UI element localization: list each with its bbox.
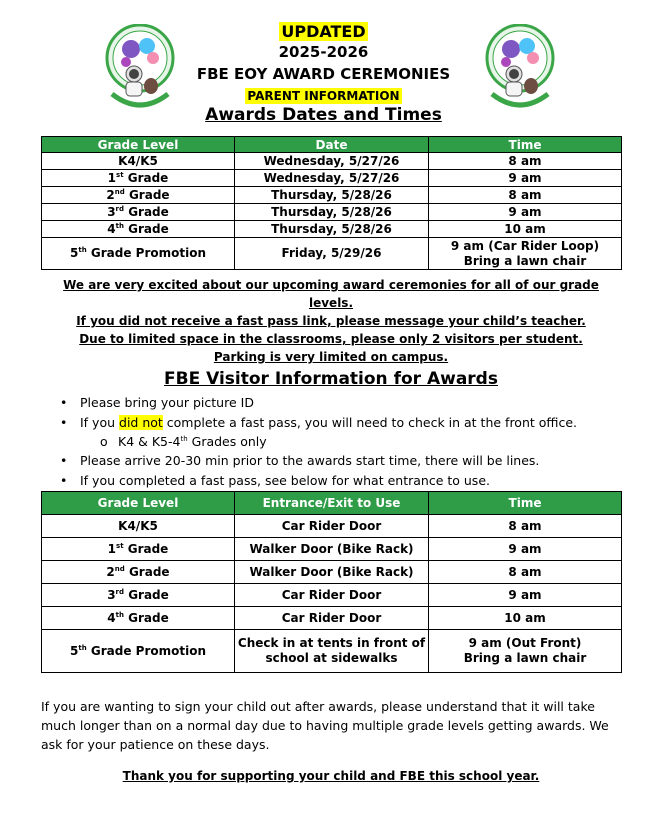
- grade-cell: 4th Grade: [42, 607, 235, 630]
- parent-info-label: PARENT INFORMATION: [247, 89, 400, 103]
- entrance-cell: Car Rider Door: [235, 607, 429, 630]
- table-row: [42, 170, 622, 187]
- entrance-table: [41, 491, 622, 673]
- note-line: We are very excited about our upcoming award ceremonies for all of our grade levels.: [63, 278, 599, 310]
- time-cell: 9 am (Car Rider Loop) Bring a lawn chair: [429, 238, 622, 270]
- time-cell: 8 am: [429, 187, 622, 204]
- note-line: Due to limited space in the classrooms, please only 2 visitors per student.: [79, 332, 583, 346]
- column-header: Grade Level: [42, 492, 235, 515]
- school-logo-icon: [484, 24, 556, 116]
- date-cell: Wednesday, 5/27/26: [235, 153, 429, 170]
- grade-cell: 5th Grade Promotion: [42, 630, 235, 673]
- date-cell: Friday, 5/29/26: [235, 238, 429, 270]
- note-line: If you did not receive a fast pass link, please message your child’s teacher.: [76, 314, 586, 328]
- list-item: • If you did not complete a fast pass, you will need to check in at the front office.: [60, 413, 630, 433]
- entrance-cell: Walker Door (Bike Rack): [235, 561, 429, 584]
- time-cell: 8 am: [429, 561, 622, 584]
- time-cell: 8 am: [429, 515, 622, 538]
- document-header: [170, 22, 477, 126]
- date-cell: Thursday, 5/28/26: [235, 204, 429, 221]
- column-header: Entrance/Exit to Use: [235, 492, 429, 515]
- table-row: [42, 187, 622, 204]
- table-row: [42, 584, 622, 607]
- time-cell: 9 am (Out Front) Bring a lawn chair: [429, 630, 622, 673]
- visitor-bullet-list: [60, 393, 630, 490]
- thank-you-line: Thank you for supporting your child and FBE this school year.: [122, 769, 540, 783]
- column-header: Date: [235, 137, 429, 153]
- table-header-row: [42, 492, 622, 515]
- highlighted-text: did not: [119, 414, 163, 430]
- time-cell: 9 am: [429, 204, 622, 221]
- grade-cell: 1st Grade: [42, 538, 235, 561]
- grade-cell: 4th Grade: [42, 221, 235, 238]
- table-header-row: [42, 137, 622, 153]
- entrance-cell: Car Rider Door: [235, 584, 429, 607]
- grade-cell: K4/K5: [42, 153, 235, 170]
- time-cell: 9 am: [429, 538, 622, 561]
- closing-paragraph: If you are wanting to sign your child out after awards, please understand that it will take much longer than on a normal day due to having multiple grade levels getting awards. We ask for your patience on these days.: [41, 699, 609, 752]
- note-line: Parking is very limited on campus.: [213, 350, 449, 364]
- column-header: Time: [429, 137, 622, 153]
- list-item: • Please arrive 20-30 min prior to the awards start time, there will be lines.: [60, 451, 630, 471]
- table-row: [42, 221, 622, 238]
- school-logo-icon: [104, 24, 176, 116]
- document-title: FBE EOY AWARD CEREMONIES: [196, 65, 451, 83]
- list-item: • If you completed a fast pass, see below for what entrance to use.: [60, 471, 630, 491]
- table-row: [42, 515, 622, 538]
- entrance-cell: Check in at tents in front of school at sidewalks: [235, 630, 429, 673]
- awards-dates-table: [41, 136, 622, 270]
- table-row: [42, 561, 622, 584]
- column-header: Time: [429, 492, 622, 515]
- list-item: • Please bring your picture ID: [60, 393, 630, 413]
- table-row: [42, 153, 622, 170]
- table-row: [42, 204, 622, 221]
- table-row: [42, 238, 622, 270]
- grade-cell: K4/K5: [42, 515, 235, 538]
- column-header: Grade Level: [42, 137, 235, 153]
- table-row: [42, 607, 622, 630]
- grade-cell: 5th Grade Promotion: [42, 238, 235, 270]
- time-cell: 10 am: [429, 607, 622, 630]
- table-row: [42, 630, 622, 673]
- grade-cell: 2nd Grade: [42, 561, 235, 584]
- table-row: [42, 538, 622, 561]
- updated-label: UPDATED: [281, 22, 366, 41]
- time-cell: 10 am: [429, 221, 622, 238]
- entrance-cell: Walker Door (Bike Rack): [235, 538, 429, 561]
- date-cell: Thursday, 5/28/26: [235, 187, 429, 204]
- grade-cell: 3rd Grade: [42, 584, 235, 607]
- time-cell: 9 am: [429, 584, 622, 607]
- grade-cell: 3rd Grade: [42, 204, 235, 221]
- time-cell: 9 am: [429, 170, 622, 187]
- date-cell: Thursday, 5/28/26: [235, 221, 429, 238]
- section-title-dates: Awards Dates and Times: [205, 105, 442, 125]
- grade-cell: 1st Grade: [42, 170, 235, 187]
- grade-cell: 2nd Grade: [42, 187, 235, 204]
- time-cell: 8 am: [429, 153, 622, 170]
- school-year: 2025-2026: [278, 43, 369, 61]
- entrance-cell: Car Rider Door: [235, 515, 429, 538]
- sub-list-item: o K4 & K5-4th Grades only: [60, 432, 630, 451]
- date-cell: Wednesday, 5/27/26: [235, 170, 429, 187]
- notes-block: [41, 276, 621, 366]
- visitor-section-title: FBE Visitor Information for Awards: [164, 369, 498, 389]
